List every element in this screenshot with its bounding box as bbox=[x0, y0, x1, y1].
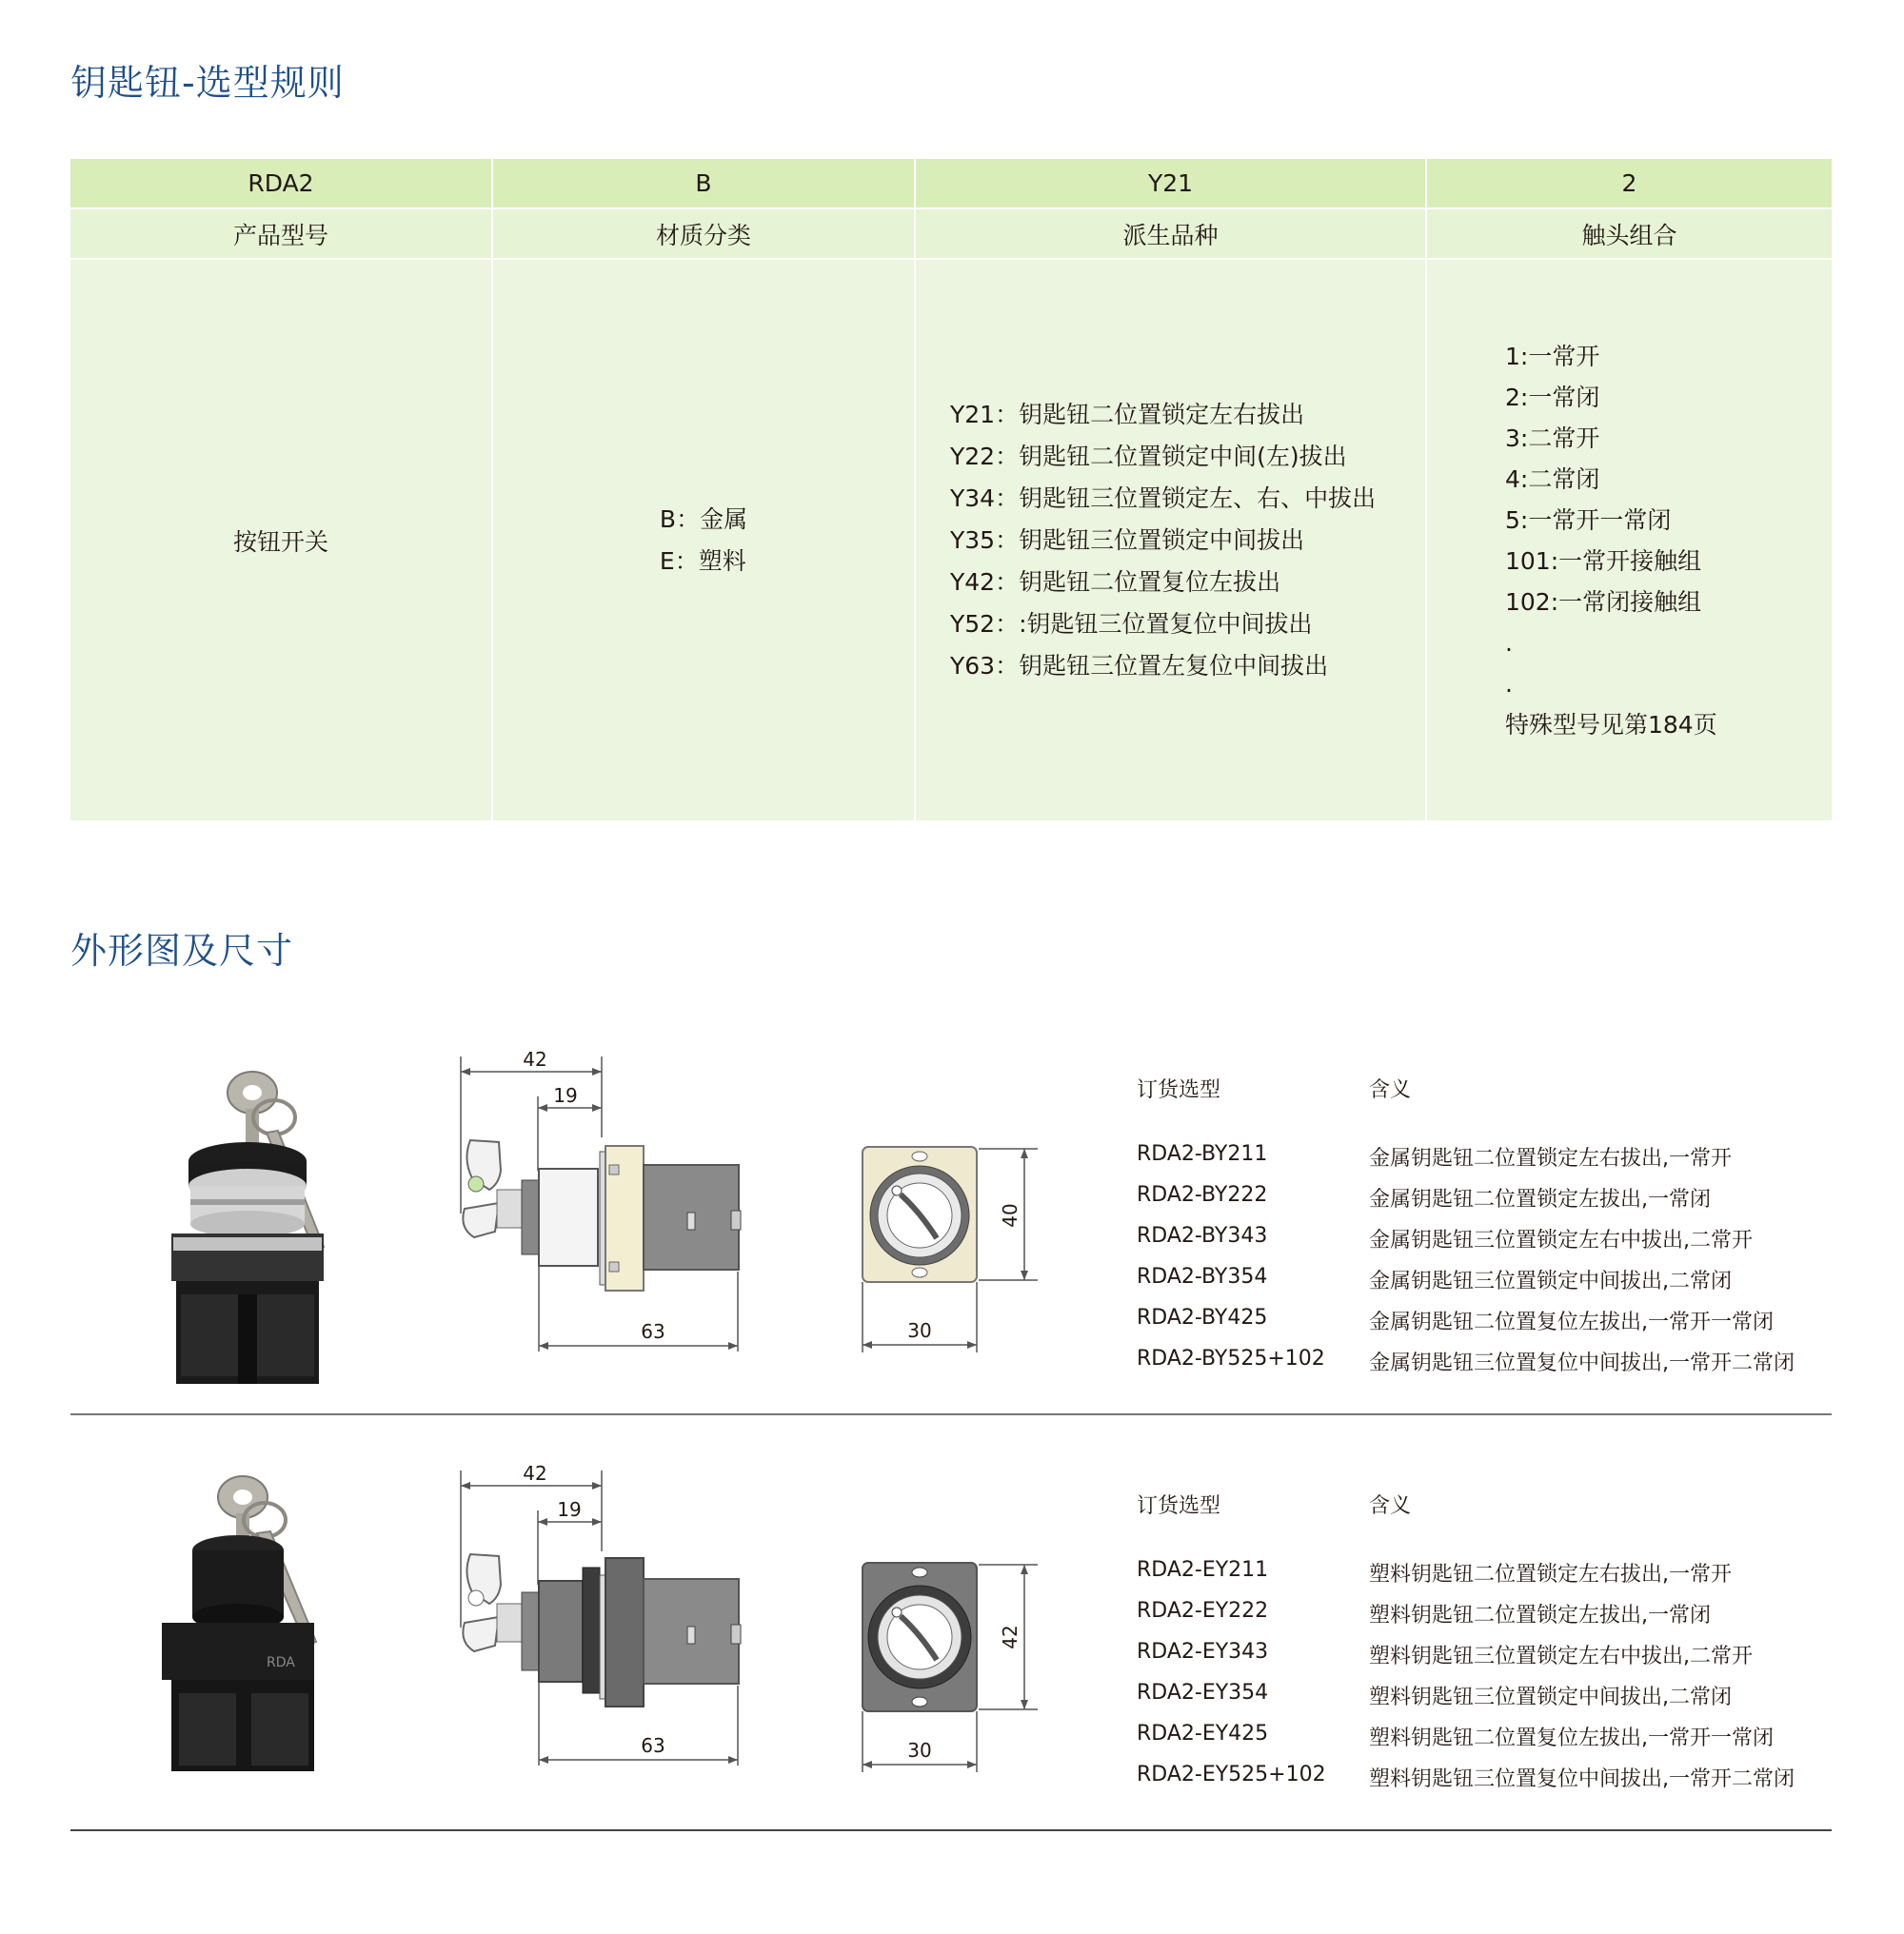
contact-option: . bbox=[1505, 628, 1513, 657]
order-meaning: 金属钥匙钮二位置复位左拔出,一常开一常闭 bbox=[1369, 1311, 1774, 1334]
dim-front-label: 19 bbox=[557, 1498, 582, 1521]
dim-length-label: 63 bbox=[641, 1320, 665, 1343]
variant-option: Y52：:钥匙钮三位置复位中间拔出 bbox=[950, 609, 1313, 638]
contact-option: 3:二常开 bbox=[1505, 424, 1600, 452]
contact-option: 101:一常开接触组 bbox=[1505, 546, 1702, 575]
order-meaning: 金属钥匙钮三位置复位中间拔出,一常开二常闭 bbox=[1369, 1352, 1795, 1375]
order-meaning-header: 含义 bbox=[1369, 1078, 1412, 1102]
metal-front-dimension-drawing bbox=[847, 1137, 1047, 1361]
contact-option: 5:一常开一常闭 bbox=[1505, 505, 1672, 534]
order-code: RDA2-BY354 bbox=[1137, 1265, 1268, 1289]
variant-option: Y42：钥匙钮二位置复位左拔出 bbox=[950, 567, 1281, 596]
order-code: RDA2-EY525+102 bbox=[1137, 1763, 1326, 1786]
order-code-header: 订货选型 bbox=[1137, 1494, 1221, 1518]
brand-mark: RDA bbox=[267, 1655, 295, 1670]
dim-overall-label: 42 bbox=[523, 1048, 547, 1071]
dim-depth-label: 30 bbox=[907, 1739, 932, 1762]
variant-option: Y34：钥匙钮三位置锁定左、右、中拔出 bbox=[950, 484, 1377, 512]
material-option: E：塑料 bbox=[659, 546, 746, 575]
code-cell-variant: Y21 bbox=[916, 159, 1427, 209]
order-meaning: 塑料钥匙钮三位置锁定中间拔出,二常闭 bbox=[1369, 1686, 1732, 1709]
bottom-divider bbox=[70, 1829, 1832, 1831]
metal-key-switch-photo bbox=[152, 1066, 343, 1390]
contact-option: 102:一常闭接触组 bbox=[1505, 587, 1702, 616]
dim-height-label: 42 bbox=[999, 1625, 1021, 1649]
order-code: RDA2-BY425 bbox=[1137, 1306, 1268, 1330]
variant-option: Y63：钥匙钮三位置左复位中间拔出 bbox=[950, 651, 1329, 680]
order-code: RDA2-EY354 bbox=[1137, 1681, 1269, 1705]
plastic-key-switch-photo bbox=[152, 1470, 343, 1775]
selection-rule-title: 钥匙钮-选型规则 bbox=[70, 62, 345, 104]
dim-height-label: 40 bbox=[999, 1203, 1021, 1228]
contact-option: 4:二常闭 bbox=[1505, 464, 1600, 493]
body-cell-contact bbox=[1427, 260, 1832, 822]
code-cell-model: RDA2 bbox=[70, 159, 493, 209]
order-meaning: 塑料钥匙钮二位置锁定左拔出,一常闭 bbox=[1369, 1604, 1711, 1628]
variant-option: Y22：钥匙钮二位置锁定中间(左)拔出 bbox=[950, 442, 1347, 470]
plastic-front-dimension-drawing bbox=[847, 1553, 1047, 1777]
order-meaning: 金属钥匙钮三位置锁定中间拔出,二常闭 bbox=[1369, 1270, 1732, 1293]
model-type-text: 按钮开关 bbox=[232, 527, 328, 556]
order-code: RDA2-BY211 bbox=[1137, 1142, 1268, 1166]
order-code: RDA2-EY222 bbox=[1137, 1599, 1269, 1623]
order-meaning: 塑料钥匙钮二位置锁定左右拔出,一常开 bbox=[1369, 1563, 1732, 1587]
dim-overall-label: 42 bbox=[523, 1462, 547, 1485]
body-cell-material bbox=[493, 260, 916, 822]
code-cell-material: B bbox=[493, 159, 916, 209]
dim-length-label: 63 bbox=[641, 1734, 665, 1757]
header-cell-variant: 派生品种 bbox=[916, 209, 1427, 260]
dim-front-label: 19 bbox=[553, 1084, 578, 1107]
order-meaning: 塑料钥匙钮二位置复位左拔出,一常开一常闭 bbox=[1369, 1727, 1774, 1750]
order-code: RDA2-EY211 bbox=[1137, 1558, 1269, 1582]
order-code: RDA2-EY343 bbox=[1137, 1640, 1269, 1664]
order-meaning: 金属钥匙钮二位置锁定左拔出,一常闭 bbox=[1369, 1188, 1711, 1212]
order-meaning: 金属钥匙钮三位置锁定左右中拔出,二常开 bbox=[1369, 1229, 1753, 1253]
order-meaning-header: 含义 bbox=[1369, 1494, 1412, 1518]
metal-side-dimension-drawing bbox=[447, 1047, 771, 1361]
material-option: B：金属 bbox=[659, 504, 748, 533]
plastic-side-dimension-drawing bbox=[447, 1461, 771, 1775]
header-cell-model: 产品型号 bbox=[70, 209, 493, 260]
contact-option: . bbox=[1505, 669, 1513, 698]
code-cell-contact: 2 bbox=[1427, 159, 1832, 209]
dim-depth-label: 30 bbox=[907, 1319, 932, 1342]
order-code: RDA2-EY425 bbox=[1137, 1722, 1269, 1746]
contact-option: 1:一常开 bbox=[1505, 342, 1600, 370]
contact-option: 2:一常闭 bbox=[1505, 383, 1600, 411]
order-code-header: 订货选型 bbox=[1137, 1078, 1221, 1102]
contact-option: 特殊型号见第184页 bbox=[1505, 710, 1717, 739]
body-cell-model bbox=[70, 260, 493, 822]
variant-option: Y21：钥匙钮二位置锁定左右拔出 bbox=[950, 400, 1305, 428]
header-cell-material: 材质分类 bbox=[493, 209, 916, 260]
order-code: RDA2-BY525+102 bbox=[1137, 1347, 1325, 1371]
dimensions-title: 外形图及尺寸 bbox=[70, 930, 294, 972]
selection-rule-table bbox=[70, 159, 1832, 822]
order-meaning: 金属钥匙钮二位置锁定左右拔出,一常开 bbox=[1369, 1147, 1732, 1171]
body-cell-variant bbox=[916, 260, 1427, 822]
variant-option: Y35：钥匙钮三位置锁定中间拔出 bbox=[950, 525, 1305, 554]
section-divider bbox=[70, 1413, 1832, 1415]
order-meaning: 塑料钥匙钮三位置锁定左右中拔出,二常开 bbox=[1369, 1645, 1753, 1668]
order-code: RDA2-BY343 bbox=[1137, 1224, 1268, 1248]
order-meaning: 塑料钥匙钮三位置复位中间拔出,一常开二常闭 bbox=[1369, 1767, 1795, 1791]
header-cell-contact: 触头组合 bbox=[1427, 209, 1832, 260]
order-code: RDA2-BY222 bbox=[1137, 1183, 1268, 1207]
